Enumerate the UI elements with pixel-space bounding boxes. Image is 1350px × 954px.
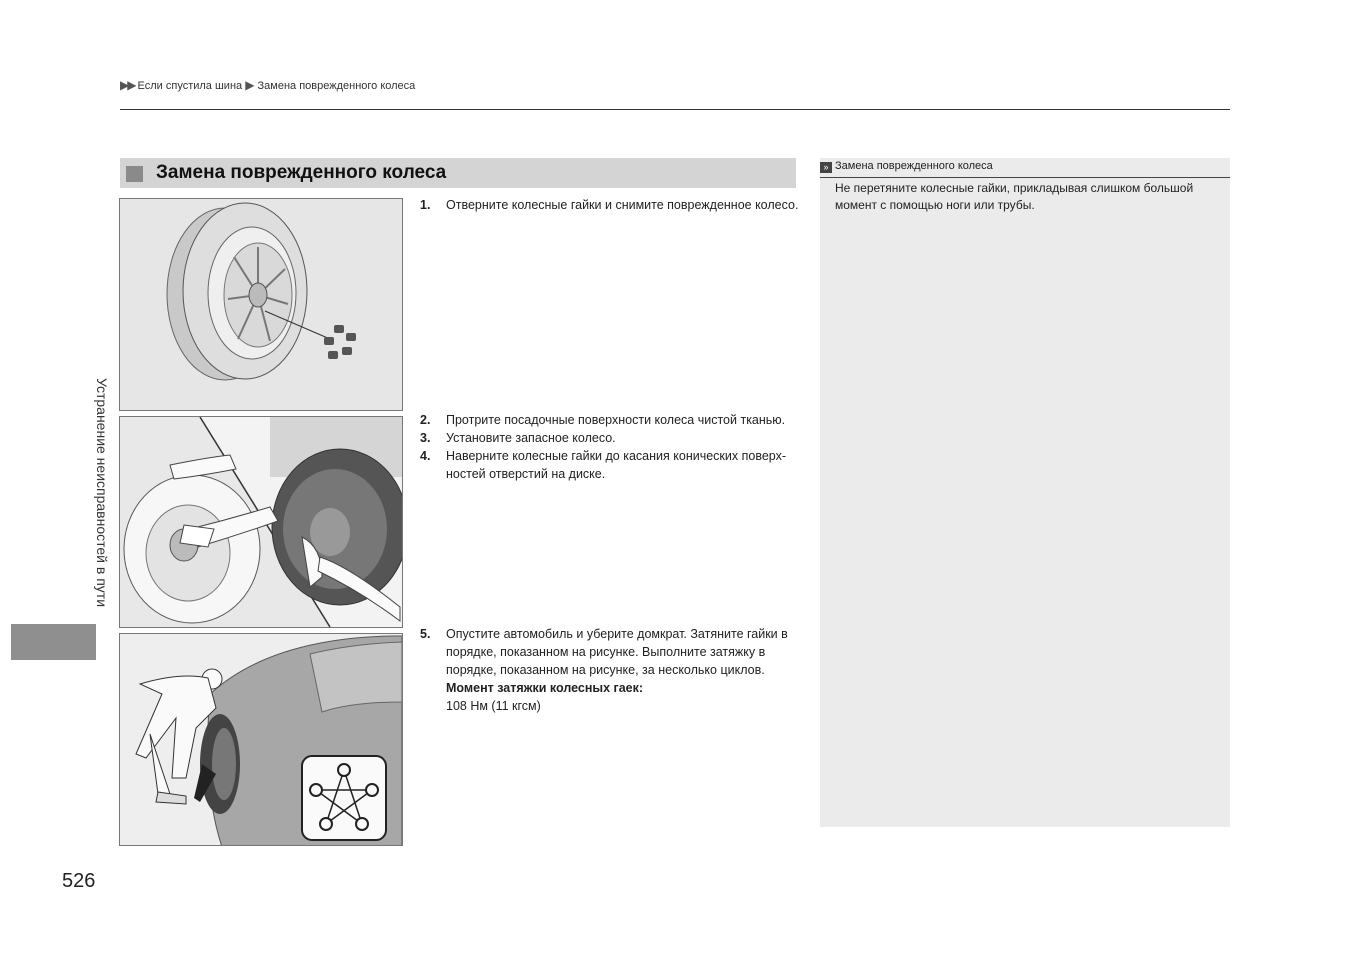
step-item [420,411,800,429]
step-text: Наверните колесные гайки до касания конических поверх-ностей отверстий на диске. [446,449,786,481]
steps-group-2 [420,411,800,483]
double-arrow-icon: ▶▶ [120,78,135,92]
breadcrumb [120,78,415,92]
chapter-side-label: Устранение неисправностей в пути [94,378,110,608]
step-number: 2. [420,413,431,427]
step-number: 3. [420,431,431,445]
figure-tighten-nuts [119,633,403,846]
step-text: Опустите автомобиль и уберите домкрат. Затяните гайки в порядке, показанном на рисунке. Выполните затяжку в порядке, показанном на рисунке, за несколько циклов. [446,627,788,677]
figure-clean-surfaces [119,416,403,628]
tightening-illustration [120,634,402,845]
step-item [420,196,800,214]
step-item [420,625,800,679]
step-number: 4. [420,449,431,463]
cleaning-illustration [120,417,402,627]
step-number: 5. [420,627,431,641]
torque-label: Момент затяжки колесных гаек: [446,681,644,695]
wheel-and-nuts-illustration [120,199,402,410]
tightening-sequence-diagram [302,756,386,840]
section-title: Замена поврежденного колеса [156,162,447,183]
torque-value: 108 Нм (11 кгсм) [446,699,541,713]
section-square-icon [126,166,143,182]
step-text: Протрите посадочные поверхности колеса чистой тканью. [446,413,786,427]
note-arrow-icon: » [820,162,832,173]
chapter-tab [11,624,96,660]
page-number: 526 [62,870,96,892]
section-heading-bar [120,158,796,188]
step-item [420,447,800,483]
step-text: Отверните колесные гайки и снимите поврежденное колесо. [446,198,799,212]
figure-wheel-removal [119,198,403,411]
steps-group-1 [420,196,800,214]
note-header [820,160,1230,178]
note-title: Замена поврежденного колеса [835,160,993,172]
note-panel [820,158,1230,827]
breadcrumb-current: Замена поврежденного колеса [257,80,416,92]
step-text: Установите запасное колесо. [446,431,616,445]
breadcrumb-parent[interactable]: Если спустила шина [137,80,243,92]
header-divider [120,109,1230,110]
steps-group-3 [420,625,800,715]
step-number: 1. [420,198,431,212]
step-item [420,429,800,447]
arrow-icon: ▶ [245,78,255,92]
note-text: Не перетяните колесные гайки, прикладывая слишком большой момент с помощью ноги или трубы. [835,181,1194,212]
